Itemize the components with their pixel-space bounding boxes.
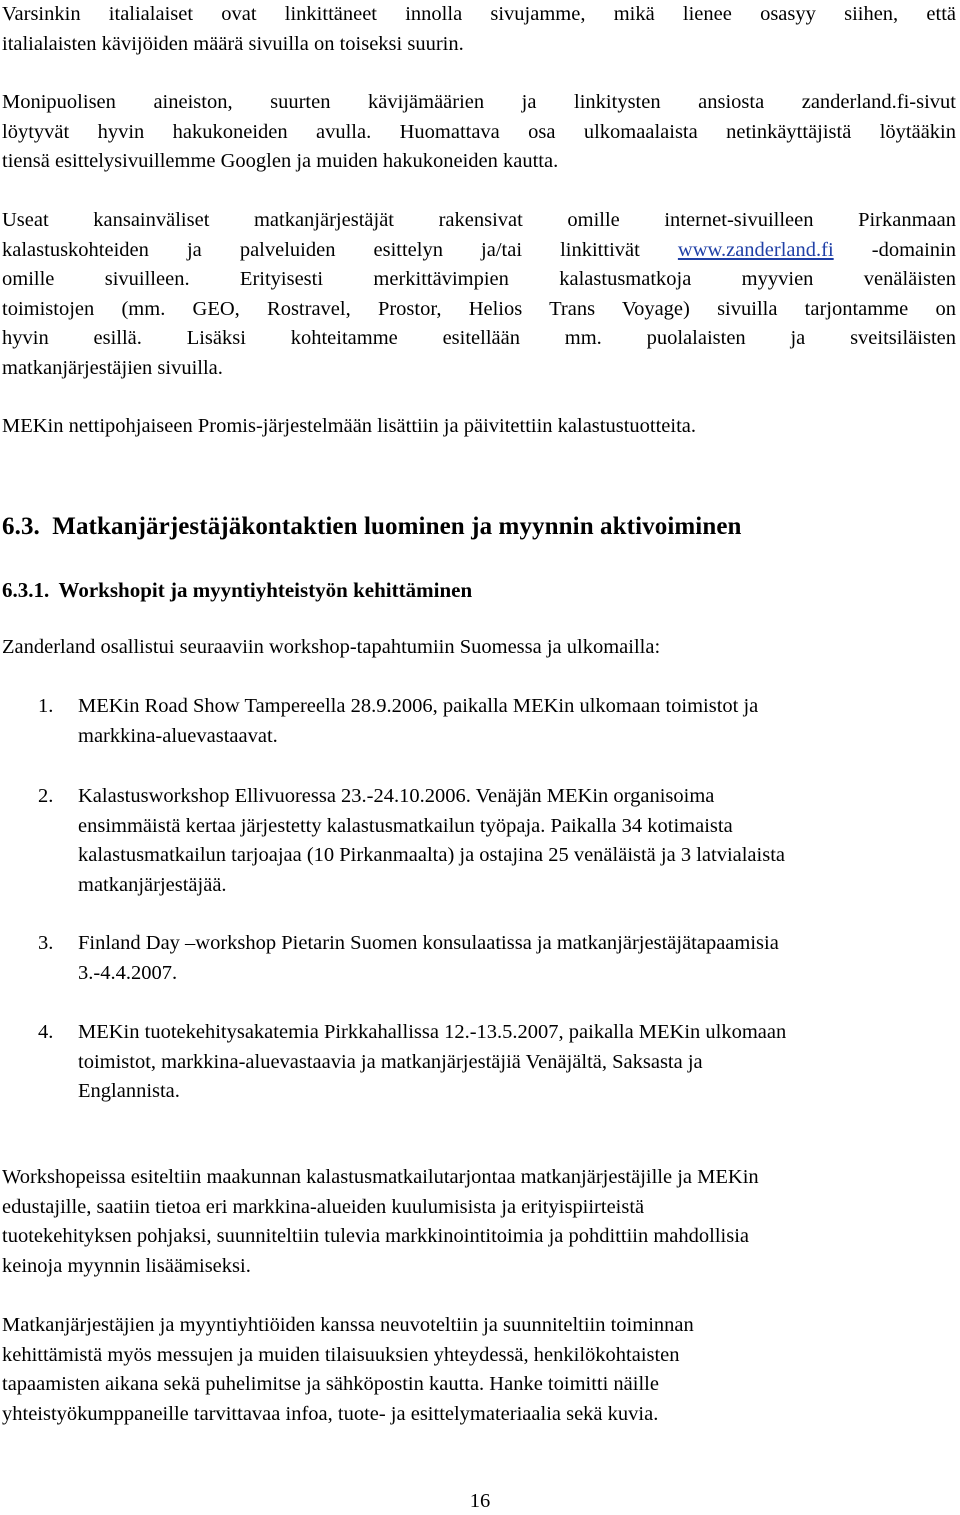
text-line: hyvin esillä. Lisäksi kohteitamme esitellään mm. puolalaisten ja sveitsiläisten: [2, 327, 956, 350]
text-line: tapaamisten aikana sekä puhelimitse ja sähköpostin kautta. Hanke toimitti näille: [2, 1373, 659, 1396]
list-item: [2, 1018, 956, 1107]
list-item-text-line: kalastusmatkailun tarjoajaa (10 Pirkanmaalta) ja ostajina 25 venäläistä ja 3 latvialaista: [78, 844, 785, 867]
list-item-number: 1.: [38, 695, 54, 717]
text-line: keinoja myynnin lisäämiseksi.: [2, 1254, 251, 1277]
list-item-text-line: Englannista.: [78, 1080, 180, 1103]
text-line: tiensä esittelysivuillemme Googlen ja muiden hakukoneiden kautta.: [2, 150, 559, 173]
text-line: Workshopeissa esiteltiin maakunnan kalastusmatkailutarjontaa matkanjärjestäjille ja MEKin: [2, 1166, 759, 1188]
subsection-title: Workshopit ja myyntiyhteistyön kehittäminen: [58, 578, 473, 602]
text-line: tuotekehityksen pohjaksi, suunniteltiin tulevia markkinointitoimia ja pohdittiin mahdollisia: [2, 1225, 750, 1248]
list-item-text-line: Kalastusworkshop Ellivuoressa 23.-24.10.2006. Venäjän MEKin organisoima: [78, 785, 715, 807]
subsection-number: 6.3.1.: [2, 578, 50, 602]
text-line: Useat kansainväliset matkanjärjestäjät rakensivat omille internet-sivuilleen Pirkanmaan: [2, 209, 956, 231]
paragraph-negotiations: [2, 1311, 956, 1429]
list-item-text-line: ensimmäistä kertaa järjestetty kalastusmatkailun työpaja. Paikalla 34 kotimaista: [78, 814, 733, 837]
paragraph-mek-promis: MEKin nettipohjaiseen Promis-järjestelmään lisättiin ja päivitettiin kalastustuotteita.: [2, 415, 697, 437]
text-line: toimistojen (mm. GEO, Rostravel, Prostor, Helios Trans Voyage) sivuilla tarjontamme on: [2, 297, 956, 320]
section-title: Matkanjärjestäjäkontaktien luominen ja myynnin aktivoiminen: [52, 513, 742, 540]
list-item-text-line: MEKin Road Show Tampereella 28.9.2006, paikalla MEKin ulkomaan toimistot ja: [78, 695, 759, 717]
text-line: Matkanjärjestäjien ja myyntiyhtiöiden kanssa neuvoteltiin ja suunniteltiin toiminnan: [2, 1314, 694, 1336]
list-item: [2, 929, 956, 988]
page-number: 16: [469, 1490, 491, 1512]
text-line: edustajille, saatiin tietoa eri markkina-alueiden kuulumisista ja erityispiirteistä: [2, 1195, 645, 1218]
text-line: Varsinkin italialaiset ovat linkittäneet innolla sivujamme, mikä lienee osasyy siihen, että: [2, 3, 956, 25]
text-segment: -domainin: [833, 238, 957, 261]
workshop-intro: Zanderland osallistui seuraaviin workshop-tapahtumiin Suomessa ja ulkomailla:: [2, 636, 661, 658]
text-line: italialaisten kävijöiden määrä sivuilla on toiseksi suurin.: [2, 32, 464, 55]
text-line: omille sivuilleen. Erityisesti merkittävimpien kalastusmatkoja myyvien venäläisten: [2, 268, 956, 291]
subsection-heading: [2, 576, 472, 604]
list-item-text-line: matkanjärjestäjää.: [78, 873, 227, 896]
list-item-text-line: 3.-4.4.2007.: [78, 961, 178, 984]
text-line: Monipuolisen aineiston, suurten kävijämäärien ja linkitysten ansiosta zanderland.fi-sivut: [2, 91, 956, 113]
paragraph-workshop-results: [2, 1163, 956, 1281]
list-item-text-line: markkina-aluevastaavat.: [78, 724, 278, 747]
text-line: [2, 236, 956, 266]
paragraph-italian-links: [2, 0, 956, 59]
list-item-text-line: MEKin tuotekehitysakatemia Pirkkahallissa 12.-13.5.2007, paikalla MEKin ulkomaan: [78, 1021, 787, 1043]
list-item: [2, 692, 956, 751]
section-number: 6.3.: [2, 513, 40, 540]
list-item-text-line: toimistot, markkina-aluevastaavia ja matkanjärjestäjiä Venäjältä, Saksasta ja: [78, 1050, 703, 1073]
text-line: kehittämistä myös messujen ja muiden tilaisuuksien yhteydessä, henkilökohtaisten: [2, 1343, 680, 1366]
text-segment: kalastuskohteiden ja palveluiden esittelyn ja/tai linkittivät: [2, 238, 678, 261]
section-heading: [2, 512, 742, 542]
list-item-text-line: Finland Day –workshop Pietarin Suomen konsulaatissa ja matkanjärjestäjätapaamisia: [78, 932, 779, 954]
zanderland-link[interactable]: www.zanderland.fi: [677, 238, 834, 261]
text-line: yhteistyökumppaneille tarvittavaa infoa, tuote- ja esittelymateriaalia sekä kuvia.: [2, 1402, 659, 1425]
list-item-number: 2.: [38, 785, 54, 807]
list-item-number: 4.: [38, 1021, 54, 1043]
text-line: löytyvät hyvin hakukoneiden avulla. Huomattava osa ulkomaalaista netinkäyttäjistä löytääkin: [2, 120, 956, 143]
list-item: [2, 782, 956, 900]
text-line: matkanjärjestäjien sivuilla.: [2, 356, 223, 379]
list-item-number: 3.: [38, 932, 54, 954]
paragraph-organizers: [2, 206, 956, 384]
paragraph-search-engines: [2, 88, 956, 177]
